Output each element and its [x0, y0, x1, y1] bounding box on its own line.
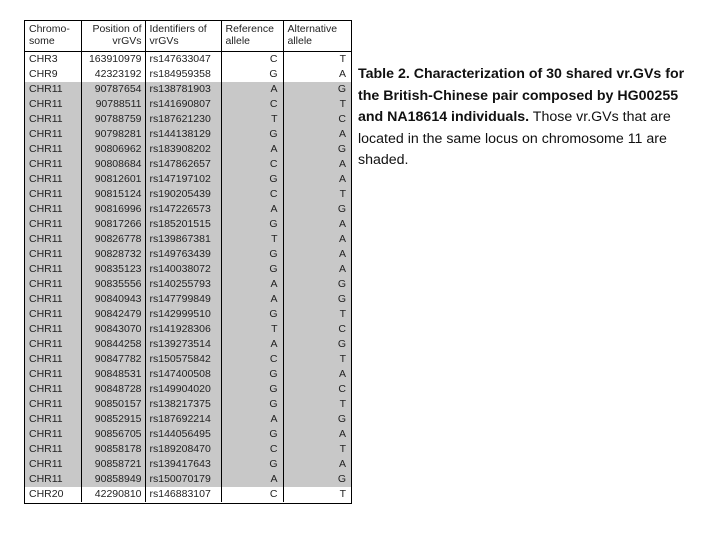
table-row [25, 52, 351, 68]
cell-position: 90812601 [81, 172, 145, 187]
cell-identifier: rs141690807 [145, 97, 221, 112]
cell-position: 90828732 [81, 247, 145, 262]
table-row [25, 382, 351, 397]
cell-identifier: rs147862657 [145, 157, 221, 172]
cell-reference: A [221, 337, 283, 352]
cell-reference: A [221, 292, 283, 307]
cell-reference: A [221, 202, 283, 217]
cell-reference: C [221, 352, 283, 367]
header-reference: Reference allele [221, 21, 283, 52]
cell-position: 42323192 [81, 67, 145, 82]
cell-identifier: rs147633047 [145, 52, 221, 68]
cell-chromosome: CHR9 [25, 67, 81, 82]
cell-chromosome: CHR11 [25, 112, 81, 127]
cell-identifier: rs139417643 [145, 457, 221, 472]
cell-identifier: rs147226573 [145, 202, 221, 217]
cell-chromosome: CHR11 [25, 337, 81, 352]
cell-chromosome: CHR11 [25, 307, 81, 322]
table-row [25, 97, 351, 112]
cell-reference: C [221, 52, 283, 68]
cell-position: 90798281 [81, 127, 145, 142]
cell-alternative: T [339, 488, 346, 500]
cell-position: 163910979 [81, 52, 145, 68]
cell-position: 90840943 [81, 292, 145, 307]
cell-identifier: rs144138129 [145, 127, 221, 142]
cell-position: 90848531 [81, 367, 145, 382]
cell-reference: T [221, 112, 283, 127]
cell-reference: G [221, 217, 283, 232]
cell-alternative: G [283, 292, 351, 307]
cell-identifier: rs183908202 [145, 142, 221, 157]
cell-position: 90844258 [81, 337, 145, 352]
table-row [25, 337, 351, 352]
cell-chromosome: CHR11 [25, 382, 81, 397]
cell-alternative: A [283, 232, 351, 247]
cell-reference: G [221, 427, 283, 442]
cell-chromosome: CHR11 [25, 322, 81, 337]
caption-description: Those vr.GVs that are located in the same locus on chromosome 11 are shaded. [358, 109, 671, 168]
cell-alternative: A [283, 247, 351, 262]
cell-chromosome: CHR11 [25, 172, 81, 187]
table-row [25, 112, 351, 127]
table-row [25, 457, 351, 472]
cell-reference: G [221, 67, 283, 82]
cell-reference: A [221, 277, 283, 292]
cell-chromosome: CHR11 [25, 97, 81, 112]
cell-reference: C [221, 157, 283, 172]
cell-alternative: T [283, 442, 351, 457]
cell-alternative: G [283, 202, 351, 217]
cell-alternative: A [283, 127, 351, 142]
table-row [25, 427, 351, 442]
cell-alternative: T [339, 53, 346, 65]
cell-identifier: rs138781903 [145, 82, 221, 97]
cell-alternative: A [283, 367, 351, 382]
cell-position: 90850157 [81, 397, 145, 412]
table-row [25, 442, 351, 457]
cell-chromosome: CHR11 [25, 367, 81, 382]
cell-chromosome: CHR11 [25, 442, 81, 457]
cell-identifier: rs140255793 [145, 277, 221, 292]
cell-position: 90856705 [81, 427, 145, 442]
cell-identifier: rs142999510 [145, 307, 221, 322]
cell-alternative: C [283, 322, 351, 337]
cell-chromosome: CHR11 [25, 397, 81, 412]
cell-position: 90815124 [81, 187, 145, 202]
cell-identifier: rs147197102 [145, 172, 221, 187]
table-row [25, 412, 351, 427]
cell-position: 90847782 [81, 352, 145, 367]
cell-alternative: T [283, 397, 351, 412]
cell-position: 90788759 [81, 112, 145, 127]
cell-identifier: rs189208470 [145, 442, 221, 457]
cell-alternative: G [283, 472, 351, 487]
table-row [25, 277, 351, 292]
cell-reference: T [221, 232, 283, 247]
vrgv-table-frame [24, 20, 352, 504]
table-row [25, 187, 351, 202]
cell-position: 90858949 [81, 472, 145, 487]
cell-identifier: rs138217375 [145, 397, 221, 412]
table-row [25, 247, 351, 262]
cell-chromosome: CHR11 [25, 262, 81, 277]
cell-alternative: A [283, 457, 351, 472]
cell-chromosome: CHR11 [25, 142, 81, 157]
table-row [25, 352, 351, 367]
cell-chromosome: CHR11 [25, 352, 81, 367]
cell-reference: G [221, 382, 283, 397]
cell-reference: T [221, 322, 283, 337]
cell-chromosome: CHR11 [25, 292, 81, 307]
table-row [25, 307, 351, 322]
cell-alternative: T [283, 187, 351, 202]
cell-identifier: rs141928306 [145, 322, 221, 337]
caption-title: Table 2. Characterization of 30 shared vr.GVs for the British-Chinese pair composed by HG00255 and NA18614 individuals. [358, 66, 685, 125]
header-chromosome: Chromo-some [25, 21, 81, 52]
header-identifiers: Identifiers of vrGVs [145, 21, 221, 52]
cell-alternative: A [283, 262, 351, 277]
cell-reference: C [221, 442, 283, 457]
cell-alternative: G [283, 412, 351, 427]
table-row [25, 487, 351, 502]
cell-position: 90806962 [81, 142, 145, 157]
table-row [25, 142, 351, 157]
cell-alternative: A [283, 427, 351, 442]
cell-position: 90858721 [81, 457, 145, 472]
cell-chromosome: CHR11 [25, 187, 81, 202]
cell-identifier: rs146883107 [145, 487, 221, 502]
table-row [25, 202, 351, 217]
cell-identifier: rs147400508 [145, 367, 221, 382]
cell-identifier: rs139273514 [145, 337, 221, 352]
cell-reference: C [221, 187, 283, 202]
cell-reference: A [221, 412, 283, 427]
cell-position: 90842479 [81, 307, 145, 322]
cell-reference: A [221, 142, 283, 157]
cell-reference: C [221, 487, 283, 502]
cell-position: 42290810 [81, 487, 145, 502]
table-row [25, 127, 351, 142]
cell-alternative: A [283, 217, 351, 232]
cell-position: 90852915 [81, 412, 145, 427]
cell-identifier: rs149763439 [145, 247, 221, 262]
cell-reference: G [221, 262, 283, 277]
cell-chromosome: CHR11 [25, 247, 81, 262]
cell-position: 90826778 [81, 232, 145, 247]
cell-identifier: rs184959358 [145, 67, 221, 82]
cell-chromosome: CHR11 [25, 157, 81, 172]
cell-alternative: G [283, 82, 351, 97]
cell-position: 90816996 [81, 202, 145, 217]
cell-chromosome: CHR3 [25, 52, 81, 68]
table-row [25, 232, 351, 247]
table-row [25, 397, 351, 412]
cell-chromosome: CHR11 [25, 82, 81, 97]
cell-alternative: T [283, 97, 351, 112]
cell-alternative: C [283, 382, 351, 397]
cell-position: 90835123 [81, 262, 145, 277]
cell-reference: G [221, 247, 283, 262]
cell-identifier: rs150575842 [145, 352, 221, 367]
cell-position: 90835556 [81, 277, 145, 292]
cell-alternative: G [283, 142, 351, 157]
cell-reference: G [221, 127, 283, 142]
cell-alternative: A [283, 172, 351, 187]
table-row [25, 82, 351, 97]
cell-chromosome: CHR11 [25, 472, 81, 487]
table-row [25, 157, 351, 172]
cell-reference: C [221, 97, 283, 112]
cell-position: 90858178 [81, 442, 145, 457]
table-row [25, 67, 351, 82]
cell-position: 90808684 [81, 157, 145, 172]
cell-chromosome: CHR11 [25, 457, 81, 472]
cell-reference: G [221, 172, 283, 187]
cell-chromosome: CHR20 [25, 487, 81, 502]
table-row [25, 367, 351, 382]
cell-reference: G [221, 457, 283, 472]
cell-position: 90843070 [81, 322, 145, 337]
table-row [25, 262, 351, 277]
cell-alternative: C [283, 112, 351, 127]
cell-identifier: rs150070179 [145, 472, 221, 487]
cell-identifier: rs140038072 [145, 262, 221, 277]
cell-identifier: rs147799849 [145, 292, 221, 307]
header-position: Position of vrGVs [81, 21, 145, 52]
cell-alternative: A [283, 157, 351, 172]
cell-identifier: rs190205439 [145, 187, 221, 202]
table-caption [358, 64, 703, 172]
table-row [25, 172, 351, 187]
cell-chromosome: CHR11 [25, 232, 81, 247]
cell-position: 90817266 [81, 217, 145, 232]
cell-chromosome: CHR11 [25, 202, 81, 217]
vrgv-table [25, 21, 351, 502]
cell-identifier: rs139867381 [145, 232, 221, 247]
cell-chromosome: CHR11 [25, 127, 81, 142]
cell-identifier: rs185201515 [145, 217, 221, 232]
table-row [25, 217, 351, 232]
cell-identifier: rs144056495 [145, 427, 221, 442]
cell-alternative: G [283, 277, 351, 292]
cell-alternative: G [283, 337, 351, 352]
cell-chromosome: CHR11 [25, 277, 81, 292]
cell-alternative: A [338, 68, 346, 80]
cell-chromosome: CHR11 [25, 427, 81, 442]
cell-alternative: T [283, 352, 351, 367]
cell-position: 90848728 [81, 382, 145, 397]
cell-identifier: rs187621230 [145, 112, 221, 127]
cell-reference: G [221, 307, 283, 322]
cell-identifier: rs149904020 [145, 382, 221, 397]
cell-identifier: rs187692214 [145, 412, 221, 427]
cell-reference: A [221, 472, 283, 487]
table-header-row [25, 21, 351, 52]
table-row [25, 292, 351, 307]
table-row [25, 322, 351, 337]
cell-alternative: T [283, 307, 351, 322]
header-alternative: Alternative allele [283, 21, 351, 52]
table-body [25, 52, 351, 503]
cell-reference: G [221, 397, 283, 412]
cell-position: 90787654 [81, 82, 145, 97]
cell-reference: A [221, 82, 283, 97]
cell-chromosome: CHR11 [25, 217, 81, 232]
cell-reference: G [221, 367, 283, 382]
cell-position: 90788511 [81, 97, 145, 112]
cell-chromosome: CHR11 [25, 412, 81, 427]
table-row [25, 472, 351, 487]
